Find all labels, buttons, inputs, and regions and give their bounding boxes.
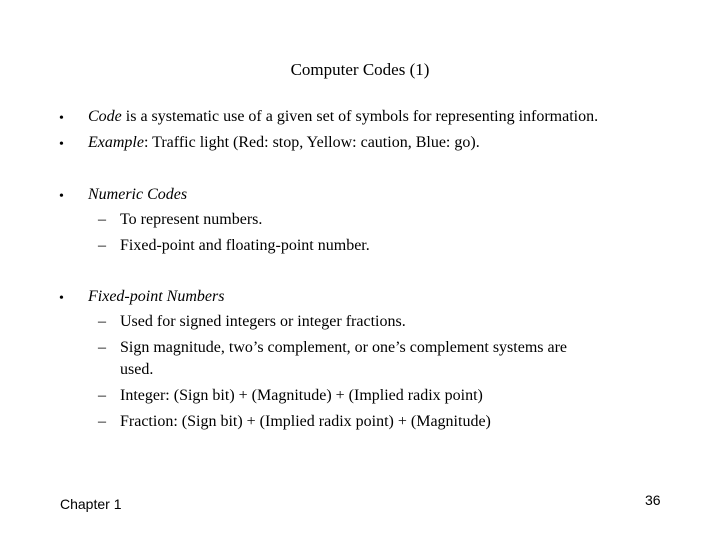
sub-item: – Fixed-point and floating-point number. — [98, 237, 370, 254]
bullet-marker: • — [59, 111, 64, 126]
code-definition-text: is a systematic use of a given set of symbols for representing information. — [121, 108, 599, 125]
bullet-fixed-point-numbers — [88, 288, 224, 306]
bullet-code-definition — [88, 108, 598, 126]
term-example: Example — [88, 134, 144, 151]
bullet-marker: • — [59, 137, 64, 152]
term-numeric-codes: Numeric Codes — [88, 186, 188, 203]
bullet-example — [88, 134, 480, 152]
sub-item-continuation: used. — [120, 361, 154, 378]
bullet-marker: • — [59, 189, 64, 204]
bullet-numeric-codes — [88, 186, 187, 204]
term-code: Code — [88, 108, 122, 125]
sub-item: – Sign magnitude, two’s complement, or one’s complement systems are — [98, 339, 568, 356]
sub-item: – Fraction: (Sign bit) + (Implied radix point) + (Magnitude) — [98, 413, 491, 430]
example-text: : Traffic light (Red: stop, Yellow: caution, Blue: go). — [143, 134, 480, 151]
sub-item: – Used for signed integers or integer fractions. — [98, 313, 406, 330]
bullet-marker: • — [59, 291, 64, 306]
footer-chapter: Chapter 1 — [60, 496, 122, 512]
sub-item: – Integer: (Sign bit) + (Magnitude) + (Implied radix point) — [98, 387, 483, 404]
sub-item: – To represent numbers. — [98, 211, 263, 228]
slide-title: Computer Codes (1) — [290, 60, 430, 79]
page-number: 36 — [645, 492, 661, 508]
term-fixed-point-numbers: Fixed-point Numbers — [88, 288, 225, 305]
